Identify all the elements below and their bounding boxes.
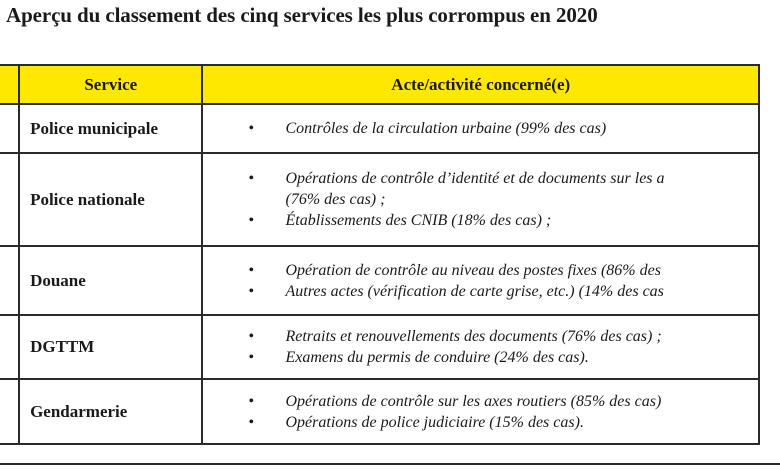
- service-cell: Police municipale: [19, 104, 202, 153]
- table-header-row: [0, 65, 759, 104]
- act-item: [248, 281, 758, 302]
- acts-list: [203, 118, 758, 139]
- act-text: Établissements des CNIB (18% des cas) ;: [285, 212, 552, 229]
- act-item: [248, 326, 758, 347]
- row-blank-cell: [0, 315, 19, 379]
- bullet-icon: •: [248, 212, 255, 229]
- acts-cell: [202, 153, 759, 246]
- table-row: [0, 246, 759, 315]
- act-item: [248, 210, 758, 231]
- act-text: Contrôles de la circulation urbaine (99% des cas): [285, 120, 607, 137]
- acts-cell: [202, 246, 759, 315]
- table-row: [0, 153, 759, 246]
- bullet-icon: •: [248, 392, 255, 410]
- act-text: Opération de contrôle au niveau des postes fixes (86% des: [285, 261, 661, 279]
- act-item: [248, 260, 758, 281]
- acts-list: [203, 168, 758, 231]
- acts-cell: [202, 315, 759, 379]
- acts-list: [203, 260, 758, 302]
- table-row: [0, 315, 759, 379]
- act-text: Retraits et renouvellements des documents (76% des cas) ;: [285, 328, 662, 345]
- service-cell: DGTTM: [19, 315, 202, 379]
- table-row: [0, 379, 759, 444]
- service-cell: Douane: [19, 246, 202, 315]
- act-text: Autres actes (vérification de carte grise, etc.) (14% des cas: [285, 282, 664, 300]
- bullet-icon: •: [248, 349, 255, 366]
- bottom-rule: [0, 463, 780, 465]
- services-table: [0, 64, 760, 445]
- acts-cell: [202, 379, 759, 444]
- bullet-icon: •: [248, 282, 255, 300]
- service-cell: Police nationale: [19, 153, 202, 246]
- act-item: [248, 412, 758, 433]
- bullet-icon: •: [248, 328, 255, 345]
- act-item: [248, 391, 758, 412]
- header-blank-cell: [0, 65, 19, 104]
- act-text-continuation: (76% des cas) ;: [285, 191, 386, 208]
- header-acts: Acte/activité concerné(e): [202, 65, 759, 104]
- bullet-icon: •: [248, 170, 255, 187]
- acts-cell: [202, 104, 759, 153]
- bullet-icon: •: [248, 261, 255, 279]
- acts-list: [203, 326, 758, 368]
- row-blank-cell: [0, 246, 19, 315]
- bullet-icon: •: [248, 120, 255, 137]
- row-blank-cell: [0, 379, 19, 444]
- service-cell: Gendarmerie: [19, 379, 202, 444]
- bullet-icon: •: [248, 413, 255, 431]
- acts-list: [203, 391, 758, 433]
- act-item: [248, 168, 758, 210]
- table-row: [0, 104, 759, 153]
- header-service: Service: [19, 65, 202, 104]
- act-text: Opérations de police judiciaire (15% des cas).: [285, 413, 584, 431]
- act-text: Opérations de contrôle d’identité et de documents sur les a: [285, 170, 665, 187]
- page-title: Aperçu du classement des cinq services les plus corrompus en 2020: [6, 3, 598, 27]
- act-item: [248, 118, 758, 139]
- row-blank-cell: [0, 104, 19, 153]
- act-text: Examens du permis de conduire (24% des cas).: [285, 349, 589, 366]
- row-blank-cell: [0, 153, 19, 246]
- act-item: [248, 347, 758, 368]
- act-text: Opérations de contrôle sur les axes routiers (85% des cas): [285, 392, 662, 410]
